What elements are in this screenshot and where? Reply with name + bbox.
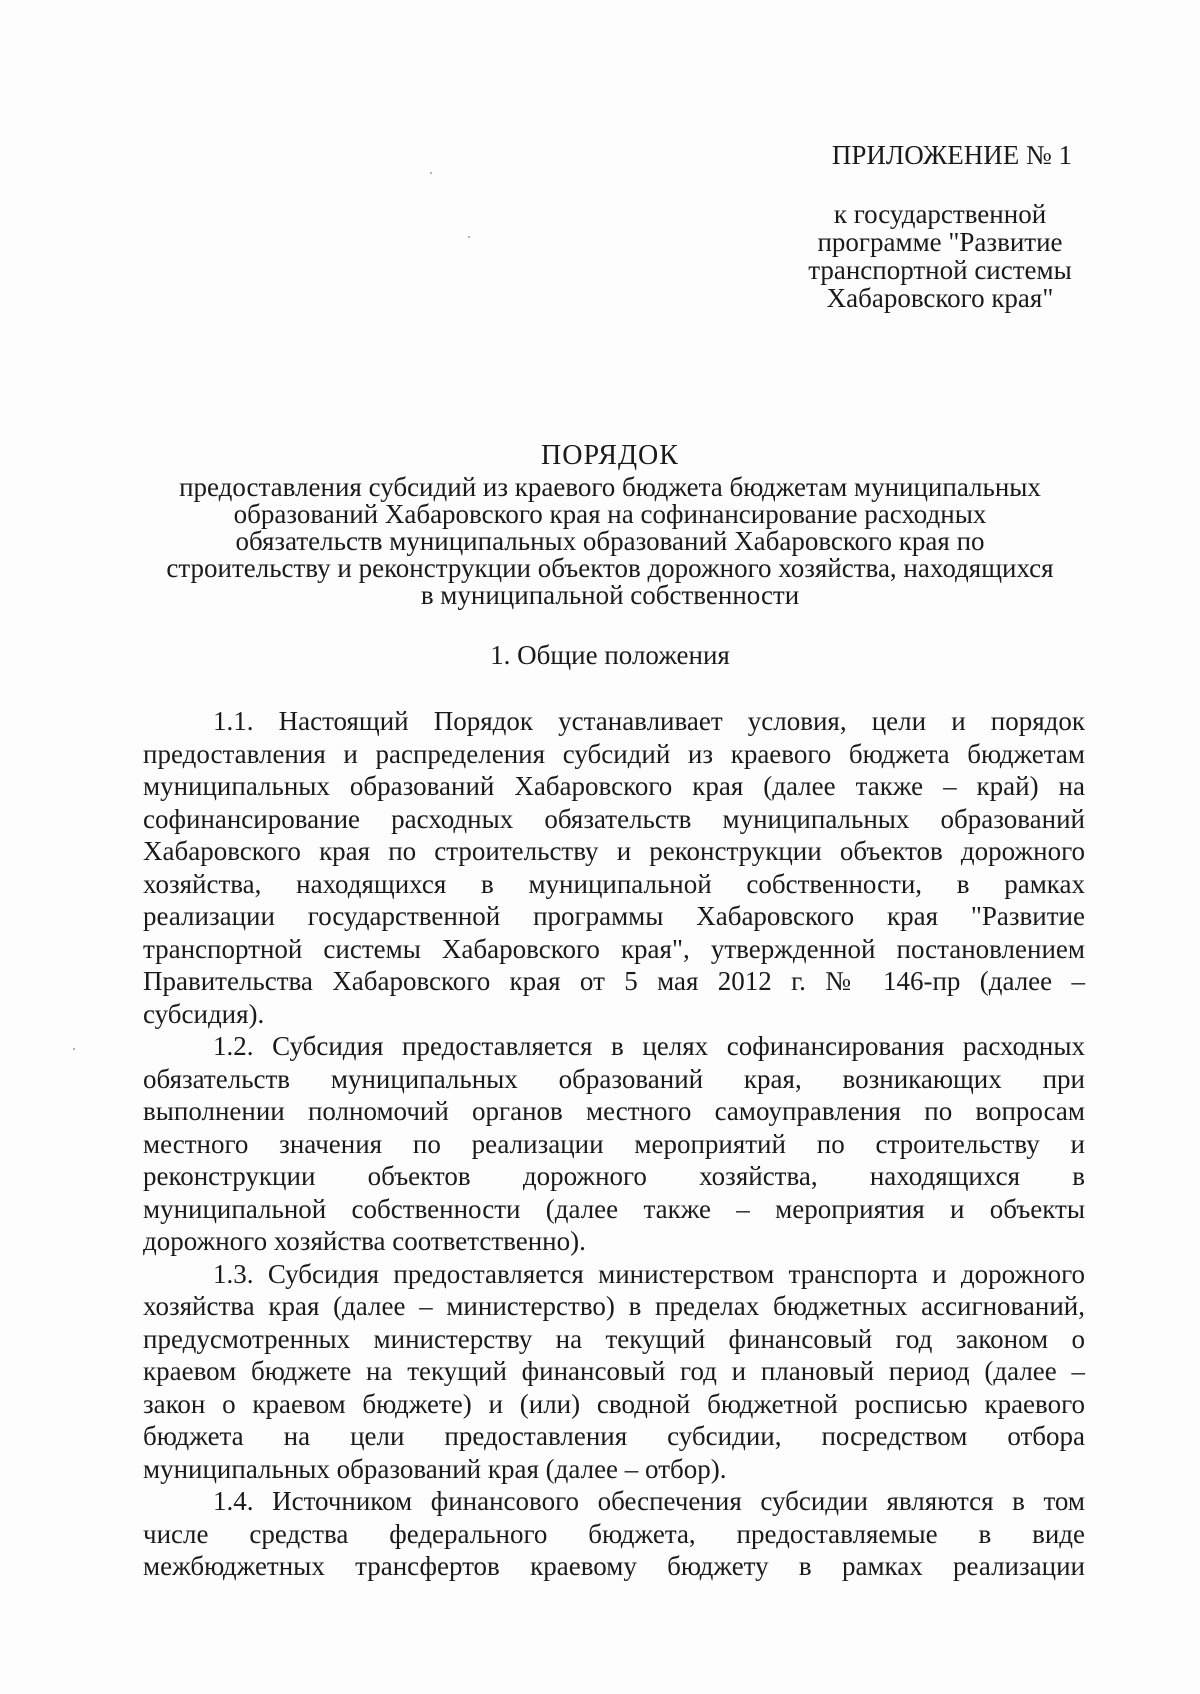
- paragraph-line: краевом бюджете на текущий финансовый год и плановый период (далее –: [143, 1356, 1085, 1386]
- paragraph-line: местного значения по реализации мероприятий по строительству и: [143, 1128, 1085, 1159]
- appendix-line: программе "Развитие: [817, 227, 1063, 257]
- paragraph-line: хозяйства края (далее – министерство) в пределах бюджетных ассигнований,: [143, 1291, 1085, 1321]
- scan-speck: [430, 172, 432, 174]
- subtitle-line: в муниципальной собственности: [420, 580, 800, 610]
- document-body: [143, 705, 1085, 1583]
- appendix-line: к государственной: [833, 199, 1047, 229]
- paragraph-line: 1.2. Субсидия предоставляется в целях софинансирования расходных: [213, 1031, 1085, 1061]
- title-block: [130, 440, 1090, 609]
- paragraph-line: 1.4. Источником финансового обеспечения субсидии являются в том: [213, 1486, 1085, 1516]
- section-heading: 1. Общие положения: [490, 640, 730, 670]
- paragraph-line: 1.3. Субсидия предоставляется министерством транспорта и дорожного: [213, 1258, 1085, 1289]
- paragraph-line: предоставления и распределения субсидий из краевого бюджета бюджетам: [143, 738, 1085, 769]
- paragraph-line: хозяйства, находящихся в муниципальной собственности, в рамках: [143, 868, 1085, 899]
- paragraph-line: софинансирование расходных обязательств муниципальных образований: [143, 803, 1085, 834]
- paragraph-line: выполнении полномочий органов местного самоуправления по вопросам: [143, 1096, 1085, 1126]
- paragraph-line: транспортной системы Хабаровского края", утвержденной постановлением: [143, 933, 1085, 964]
- paragraph-line: закон о краевом бюджете) и (или) сводной бюджетной росписью краевого: [143, 1388, 1085, 1419]
- paragraph-line: дорожного хозяйства соответственно).: [143, 1226, 586, 1256]
- paragraph-line: муниципальной собственности (далее также – мероприятия и объекты: [143, 1193, 1085, 1224]
- document-title: ПОРЯДОК: [541, 440, 679, 471]
- paragraph-line: 1.1. Настоящий Порядок устанавливает условия, цели и порядок: [213, 706, 1085, 736]
- subtitle-line: обязательств муниципальных образований Хабаровского края по: [235, 526, 985, 556]
- paragraph-line: муниципальных образований Хабаровского края (далее также – край) на: [143, 771, 1085, 801]
- scan-speck: [468, 236, 470, 238]
- paragraph-line: обязательств муниципальных образований края, возникающих при: [143, 1063, 1085, 1094]
- appendix-title: ПРИЛОЖЕНИЕ № 1: [831, 140, 1072, 170]
- paragraph-line: числе средства федерального бюджета, предоставляемые в виде: [143, 1518, 1085, 1549]
- paragraph-line: муниципальных образований края (далее – отбор).: [143, 1453, 727, 1484]
- paragraph-line: Хабаровского края по строительству и реконструкции объектов дорожного: [143, 836, 1085, 866]
- paragraph-line: бюджета на цели предоставления субсидии, посредством отбора: [143, 1421, 1085, 1451]
- paragraph-line: предусмотренных министерству на текущий финансовый год законом о: [143, 1323, 1085, 1354]
- scan-speck: [73, 1048, 75, 1050]
- paragraph-line: реконструкции объектов дорожного хозяйства, находящихся в: [143, 1161, 1085, 1191]
- appendix-line: Хабаровского края": [826, 283, 1054, 313]
- paragraph-line: субсидия).: [143, 998, 265, 1029]
- paragraph-line: межбюджетных трансфертов краевому бюджету в рамках реализации: [143, 1551, 1085, 1581]
- appendix-block: [790, 140, 1090, 312]
- subtitle-line: предоставления субсидий из краевого бюджета бюджетам муниципальных: [179, 472, 1041, 502]
- subtitle-line: строительству и реконструкции объектов дорожного хозяйства, находящихся: [166, 553, 1054, 583]
- paragraph-line: Правительства Хабаровского края от 5 мая 2012 г. № 146-пр (далее –: [143, 966, 1085, 996]
- subtitle-line: образований Хабаровского края на софинансирование расходных: [233, 499, 987, 529]
- appendix-line: транспортной системы: [808, 255, 1072, 285]
- paragraph-line: реализации государственной программы Хабаровского края "Развитие: [143, 901, 1085, 931]
